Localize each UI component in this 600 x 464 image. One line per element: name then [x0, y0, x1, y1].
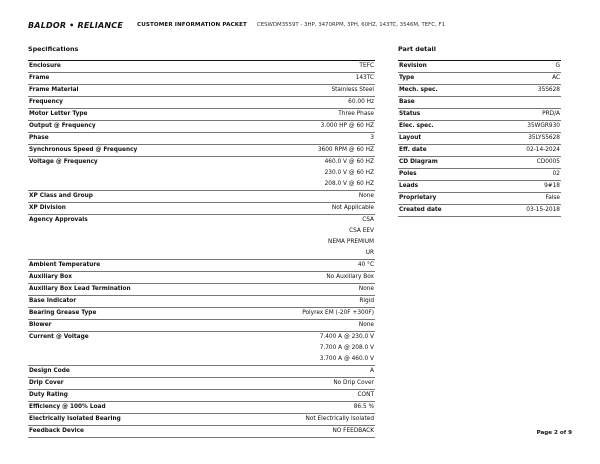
spec-value: Polyrex EM (-20F +300F) — [228, 308, 375, 320]
part-label: Mech. spec. — [398, 85, 488, 97]
spec-label: Base Indicator — [28, 296, 228, 308]
part-value: 9#18 — [488, 181, 561, 193]
part-row — [398, 85, 561, 97]
spec-row — [28, 308, 375, 320]
part-label: Base — [398, 97, 488, 109]
spec-row — [28, 402, 375, 414]
spec-label: XP Division — [28, 203, 228, 215]
spec-value: Not Applicable — [228, 203, 375, 215]
part-row — [398, 61, 561, 73]
part-label: Created date — [398, 205, 488, 217]
spec-row — [28, 203, 375, 215]
part-row — [398, 181, 561, 193]
spec-row — [28, 85, 375, 97]
spec-row — [28, 97, 375, 109]
part-detail-title: Part detail — [398, 45, 436, 53]
part-value: CD0005 — [488, 157, 561, 169]
part-row — [398, 145, 561, 157]
page-number: Page 2 of 9 — [536, 430, 572, 436]
spec-label: XP Class and Group — [28, 191, 228, 203]
spec-label: Voltage @ Frequency — [29, 159, 98, 165]
spec-value: A — [228, 366, 375, 378]
spec-value: 40 °C — [228, 260, 375, 272]
spec-value: UR — [228, 248, 375, 260]
spec-row — [28, 260, 375, 272]
spec-value: Three Phase — [228, 109, 375, 121]
spec-row — [28, 226, 375, 237]
part-value: 03-15-2018 — [488, 205, 561, 217]
spec-label: Duty Rating — [28, 390, 228, 402]
spec-row — [28, 168, 375, 179]
packet-title: CUSTOMER INFORMATION PACKET — [137, 22, 247, 28]
spec-label: Drip Cover — [28, 378, 228, 390]
part-value: 35WGR930 — [488, 121, 561, 133]
spec-row — [28, 296, 375, 308]
part-row — [398, 109, 561, 121]
part-label: Poles — [398, 169, 488, 181]
spec-value: No Drip Cover — [228, 378, 375, 390]
spec-label: Output @ Frequency — [28, 121, 228, 133]
spec-label: Efficiency @ 100% Load — [28, 402, 228, 414]
spec-value: None — [228, 320, 375, 332]
spec-label: Frame Material — [28, 85, 228, 97]
spec-value: CSA — [362, 217, 374, 223]
spec-value: 460.0 V @ 60 HZ — [324, 159, 374, 165]
spec-row — [28, 414, 375, 426]
part-value: 02-14-2024 — [488, 145, 561, 157]
spec-label: Phase — [28, 133, 228, 145]
part-value: 35S628 — [488, 85, 561, 97]
part-label: Status — [398, 109, 488, 121]
part-row — [398, 157, 561, 169]
brand-logo: BALDOR • RELIANCE — [28, 20, 123, 30]
spec-value: NO FEEDBACK — [228, 426, 375, 438]
spec-value: CSA EEV — [349, 228, 374, 234]
spec-row — [28, 145, 375, 157]
spec-label: Motor Letter Type — [28, 109, 228, 121]
spec-row — [28, 378, 375, 390]
spec-row — [28, 133, 375, 145]
part-label: Layout — [398, 133, 488, 145]
part-label: Leads — [398, 181, 488, 193]
spec-value: Stainless Steel — [228, 85, 375, 97]
part-row — [398, 169, 561, 181]
part-row — [398, 121, 561, 133]
spec-value: 3 — [228, 133, 375, 145]
spec-value: 7.400 A @ 230.0 V — [319, 334, 374, 340]
spec-label: Frame — [28, 73, 228, 85]
model-description: CESWDM3559T - 3HP, 3470RPM, 3PH, 60HZ, 143TC, 3546M, TEFC, F1 — [256, 22, 445, 28]
spec-row — [28, 121, 375, 133]
spec-label: Current @ Voltage — [29, 334, 89, 340]
spec-value: 3.000 HP @ 60 HZ — [228, 121, 375, 133]
spec-value: Not Electrically Isolated — [228, 414, 375, 426]
part-value: PRD/A — [488, 109, 561, 121]
part-label: Revision — [398, 61, 488, 73]
specifications-title: Specifications — [28, 45, 79, 53]
spec-label — [28, 354, 228, 366]
part-value — [488, 97, 561, 109]
spec-label: Bearing Grease Type — [28, 308, 228, 320]
spec-value: 3.700 A @ 460.0 V — [228, 354, 375, 366]
spec-row — [28, 354, 375, 366]
spec-row — [28, 61, 375, 73]
spec-row — [28, 332, 375, 344]
spec-label: Feedback Device — [28, 426, 228, 438]
part-row — [398, 73, 561, 85]
spec-row — [28, 248, 375, 260]
spec-row — [28, 272, 375, 284]
part-row — [398, 133, 561, 145]
spec-value: NEMA PREMIUM — [328, 239, 374, 245]
spec-row — [28, 73, 375, 85]
spec-row — [28, 320, 375, 332]
specifications-table — [28, 60, 375, 438]
spec-value: CONT — [228, 390, 375, 402]
spec-row — [28, 284, 375, 296]
part-row — [398, 97, 561, 109]
part-detail-table — [398, 60, 561, 217]
part-label: Proprietary — [398, 193, 488, 205]
part-label: Elec. spec. — [398, 121, 488, 133]
spec-row — [28, 390, 375, 402]
spec-label: Synchronous Speed @ Frequency — [28, 145, 228, 157]
part-label: Eff. date — [398, 145, 488, 157]
spec-row — [28, 109, 375, 121]
spec-label — [28, 248, 228, 260]
spec-row — [28, 343, 375, 354]
spec-row — [28, 237, 375, 248]
spec-value: 3600 RPM @ 60 HZ — [228, 145, 375, 157]
spec-row — [28, 191, 375, 203]
spec-row — [28, 179, 375, 191]
spec-label — [28, 343, 228, 354]
spec-label — [28, 226, 228, 237]
spec-row — [28, 157, 375, 169]
spec-label: Blower — [28, 320, 228, 332]
part-label: Type — [398, 73, 488, 85]
spec-label: Frequency — [28, 97, 228, 109]
spec-label: Auxillary Box — [28, 272, 228, 284]
part-value: 35LYS5628 — [488, 133, 561, 145]
spec-value: 7.700 A @ 208.0 V — [319, 345, 374, 351]
spec-row — [28, 366, 375, 378]
spec-value: No Auxillary Box — [228, 272, 375, 284]
spec-label: Ambient Temperature — [28, 260, 228, 272]
spec-value: 143TC — [228, 73, 375, 85]
spec-value: 60.00 Hz — [228, 97, 375, 109]
spec-row — [28, 426, 375, 438]
spec-value: None — [228, 191, 375, 203]
spec-value: None — [228, 284, 375, 296]
spec-value: 86.5 % — [228, 402, 375, 414]
spec-value: Rigid — [228, 296, 375, 308]
spec-label: Electrically Isolated Bearing — [28, 414, 228, 426]
header — [28, 19, 445, 31]
part-value: 02 — [488, 169, 561, 181]
spec-label — [28, 179, 228, 191]
part-label: CD Diagram — [398, 157, 488, 169]
spec-value: 208.0 V @ 60 HZ — [228, 179, 375, 191]
part-row — [398, 193, 561, 205]
spec-label: Enclosure — [28, 61, 228, 73]
spec-label — [28, 168, 228, 179]
part-row — [398, 205, 561, 217]
spec-label — [28, 237, 228, 248]
part-value: G — [488, 61, 561, 73]
spec-label: Agency Approvals — [29, 217, 88, 223]
spec-row — [28, 215, 375, 227]
spec-value: TEFC — [228, 61, 375, 73]
spec-label: Design Code — [28, 366, 228, 378]
part-value: False — [488, 193, 561, 205]
part-value: AC — [488, 73, 561, 85]
spec-label: Auxillary Box Lead Termination — [28, 284, 228, 296]
spec-value: 230.0 V @ 60 HZ — [324, 170, 374, 176]
